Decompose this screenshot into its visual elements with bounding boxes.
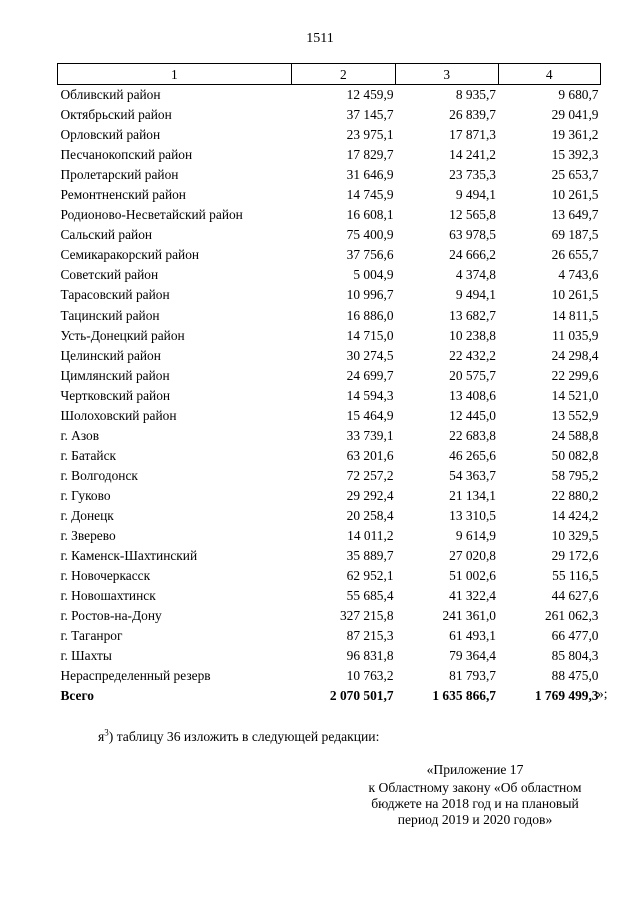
row-label: Всего xyxy=(60,688,94,704)
row-label: Сальский район xyxy=(60,227,153,243)
value-cell-col4: 25 653,7 xyxy=(551,167,599,183)
row-label: г. Таганрог xyxy=(60,628,123,644)
value-cell-col4: 11 035,9 xyxy=(552,327,599,343)
value-cell-col4: 14 521,0 xyxy=(551,387,599,403)
value-cell-col3: 13 408,6 xyxy=(449,387,496,403)
value-cell-col4: 10 261,5 xyxy=(551,187,599,203)
row-label: Советский район xyxy=(60,267,159,283)
instruction-superscript: 3 xyxy=(104,727,109,738)
table-row xyxy=(58,145,601,165)
value-cell-col3: 21 134,1 xyxy=(449,487,496,503)
value-cell-col4: 10 329,5 xyxy=(551,528,599,544)
value-cell-col4: 4 743,6 xyxy=(558,267,599,283)
value-cell-col2: 37 756,6 xyxy=(346,247,394,263)
header-cell-1: 1 xyxy=(58,64,292,85)
value-cell-col2: 14 715,0 xyxy=(346,327,394,343)
value-cell-col3: 9 494,1 xyxy=(455,187,496,203)
value-cell-col4: 66 477,0 xyxy=(551,628,599,644)
value-cell-col2: 23 975,1 xyxy=(346,127,394,143)
table-row xyxy=(58,225,601,245)
header-cell-2: 2 xyxy=(291,64,395,85)
appendix-line: период 2019 и 2020 годов» xyxy=(397,812,553,827)
value-cell-col4: 261 062,3 xyxy=(544,608,599,624)
value-cell-col3: 1 635 866,7 xyxy=(432,688,496,704)
value-cell-col4: 88 475,0 xyxy=(551,668,599,684)
row-label: г. Азов xyxy=(60,427,100,443)
row-label: Родионово-Несветайский район xyxy=(60,207,243,223)
table-row xyxy=(58,606,601,626)
value-cell-col2: 5 004,9 xyxy=(353,267,394,283)
table-row xyxy=(58,426,601,446)
table-row xyxy=(58,566,601,586)
value-cell-col3: 22 432,2 xyxy=(449,347,496,363)
row-label: г. Новочеркасск xyxy=(60,568,151,584)
value-cell-col4: 10 261,5 xyxy=(551,287,599,303)
table-row xyxy=(58,406,601,426)
value-cell-col3: 26 839,7 xyxy=(449,107,496,123)
value-cell-col2: 2 070 501,7 xyxy=(329,688,394,704)
budget-table xyxy=(57,63,601,706)
appendix-heading xyxy=(320,762,630,828)
row-label: Чертковский район xyxy=(60,387,171,403)
row-label: Семикаракорский район xyxy=(60,247,200,263)
value-cell-col4: 85 804,3 xyxy=(551,648,599,664)
table-row xyxy=(58,446,601,466)
value-cell-col3: 54 363,7 xyxy=(449,467,496,483)
value-cell-col4: 69 187,5 xyxy=(551,227,599,243)
table-row xyxy=(58,85,601,106)
table-row xyxy=(58,185,601,205)
value-cell-col2: 75 400,9 xyxy=(346,227,394,243)
row-label: г. Шахты xyxy=(60,648,112,664)
value-cell-col3: 24 666,2 xyxy=(449,247,496,263)
value-cell-col2: 55 685,4 xyxy=(346,588,394,604)
table-row xyxy=(58,346,601,366)
value-cell-col3: 46 265,6 xyxy=(449,447,496,463)
value-cell-col3: 12 565,8 xyxy=(449,207,496,223)
appendix-line: бюджете на 2018 год и на плановый xyxy=(371,796,579,811)
value-cell-col3: 13 310,5 xyxy=(449,507,496,523)
table-row xyxy=(58,165,601,185)
table-row xyxy=(58,466,601,486)
value-cell-col4: 13 649,7 xyxy=(551,207,599,223)
row-label: г. Батайск xyxy=(60,447,117,463)
value-cell-col2: 29 292,4 xyxy=(346,487,394,503)
table-row xyxy=(58,546,601,566)
value-cell-col4: 44 627,6 xyxy=(551,588,599,604)
value-cell-col2: 31 646,9 xyxy=(346,167,394,183)
table-row xyxy=(58,626,601,646)
table-row xyxy=(58,265,601,285)
value-cell-col3: 61 493,1 xyxy=(449,628,496,644)
table-row xyxy=(58,386,601,406)
value-cell-col3: 13 682,7 xyxy=(449,307,496,323)
table-row xyxy=(58,366,601,386)
table-row xyxy=(58,486,601,506)
value-cell-col4: 58 795,2 xyxy=(551,467,599,483)
value-cell-col3: 17 871,3 xyxy=(449,127,496,143)
table-row xyxy=(58,125,601,145)
value-cell-col4: 15 392,3 xyxy=(551,147,599,163)
value-cell-col3: 23 735,3 xyxy=(449,167,496,183)
appendix-line: к Областному закону «Об областном xyxy=(368,780,582,795)
value-cell-col4: 29 041,9 xyxy=(551,107,599,123)
table-row xyxy=(58,205,601,225)
table-row xyxy=(58,105,601,125)
value-cell-col3: 79 364,4 xyxy=(449,648,496,664)
row-label: Цимлянский район xyxy=(60,367,170,383)
row-label: Тарасовский район xyxy=(60,287,170,303)
header-cell-3: 3 xyxy=(396,64,498,85)
value-cell-col4: 22 880,2 xyxy=(551,487,599,503)
value-cell-col4: 24 588,8 xyxy=(551,427,599,443)
row-label: г. Новошахтинск xyxy=(60,588,156,604)
value-cell-col4: 26 655,7 xyxy=(551,247,599,263)
table-row xyxy=(58,285,601,305)
table-row xyxy=(58,666,601,686)
row-label: Октябрьский район xyxy=(60,107,172,123)
value-cell-col2: 63 201,6 xyxy=(346,447,394,463)
value-cell-col4: 50 082,8 xyxy=(551,447,599,463)
value-cell-col2: 327 215,8 xyxy=(339,608,394,624)
value-cell-col2: 20 258,4 xyxy=(346,507,394,523)
row-label: Целинский район xyxy=(60,347,161,363)
row-label: Обливский район xyxy=(60,87,161,102)
row-label: Песчанокопский район xyxy=(60,147,193,163)
value-cell-col4: 1 769 499,3 xyxy=(534,688,599,704)
value-cell-col2: 87 215,3 xyxy=(346,628,394,644)
value-cell-col3: 4 374,8 xyxy=(455,267,496,283)
table-row xyxy=(58,506,601,526)
value-cell-col3: 63 978,5 xyxy=(449,227,496,243)
value-cell-col2: 62 952,1 xyxy=(346,568,394,584)
instruction-text xyxy=(98,729,379,745)
row-label: г. Донецк xyxy=(60,507,114,523)
value-cell-col3: 10 238,8 xyxy=(449,327,496,343)
value-cell-col2: 17 829,7 xyxy=(346,147,394,163)
value-cell-col3: 8 935,7 xyxy=(455,87,496,102)
value-cell-col2: 14 011,2 xyxy=(347,528,394,544)
row-label: Пролетарский район xyxy=(60,167,179,183)
table-row xyxy=(58,646,601,666)
value-cell-col2: 72 257,2 xyxy=(346,467,394,483)
value-cell-col3: 9 614,9 xyxy=(455,528,496,544)
table-row xyxy=(58,526,601,546)
value-cell-col3: 12 445,0 xyxy=(449,407,496,423)
value-cell-col4: 13 552,9 xyxy=(551,407,599,423)
value-cell-col3: 41 322,4 xyxy=(449,588,496,604)
value-cell-col4: 9 680,7 xyxy=(558,87,599,102)
page-number: 1511 xyxy=(306,31,334,46)
table-row xyxy=(58,586,601,606)
value-cell-col3: 9 494,1 xyxy=(455,287,496,303)
value-cell-col2: 24 699,7 xyxy=(346,367,394,383)
row-label: г. Зверево xyxy=(60,528,116,544)
value-cell-col2: 15 464,9 xyxy=(346,407,394,423)
value-cell-col3: 22 683,8 xyxy=(449,427,496,443)
row-label: Ремонтненский район xyxy=(60,187,186,203)
value-cell-col3: 241 361,0 xyxy=(442,608,496,624)
value-cell-col4: 29 172,6 xyxy=(551,548,599,564)
table-row xyxy=(58,306,601,326)
row-label: Тацинский район xyxy=(60,307,160,323)
value-cell-col4: 14 424,2 xyxy=(551,507,599,523)
total-suffix: »; xyxy=(597,686,608,701)
value-cell-col2: 16 886,0 xyxy=(346,307,394,323)
value-cell-col3: 20 575,7 xyxy=(449,367,496,383)
row-label: г. Ростов-на-Дону xyxy=(60,608,162,624)
value-cell-col2: 10 996,7 xyxy=(346,287,394,303)
value-cell-col2: 37 145,7 xyxy=(346,107,394,123)
value-cell-col2: 96 831,8 xyxy=(346,648,394,664)
row-label: г. Гуково xyxy=(60,487,111,503)
value-cell-col4: 22 299,6 xyxy=(551,367,599,383)
row-label: Нераспределенный резерв xyxy=(60,668,211,684)
appendix-title: «Приложение 17 xyxy=(426,762,524,777)
row-label: Орловский район xyxy=(60,127,161,143)
value-cell-col2: 12 459,9 xyxy=(346,87,394,102)
row-label: г. Волгодонск xyxy=(60,467,138,483)
row-label: г. Каменск-Шахтинский xyxy=(60,548,198,564)
table-header-row xyxy=(58,64,601,85)
value-cell-col2: 33 739,1 xyxy=(346,427,394,443)
row-label: Шолоховский район xyxy=(60,407,177,423)
value-cell-col3: 81 793,7 xyxy=(449,668,496,684)
value-cell-col4: 19 361,2 xyxy=(551,127,599,143)
value-cell-col2: 30 274,5 xyxy=(346,347,394,363)
value-cell-col2: 10 763,2 xyxy=(346,668,394,684)
table-row xyxy=(58,245,601,265)
value-cell-col2: 35 889,7 xyxy=(346,548,394,564)
value-cell-col3: 14 241,2 xyxy=(449,147,496,163)
value-cell-col4: 24 298,4 xyxy=(551,347,599,363)
instruction-prefix: я xyxy=(98,729,105,744)
value-cell-col3: 27 020,8 xyxy=(449,548,496,564)
value-cell-col2: 14 594,3 xyxy=(346,387,394,403)
table-row xyxy=(58,326,601,346)
value-cell-col4: 14 811,5 xyxy=(552,307,599,323)
value-cell-col4: 55 116,5 xyxy=(552,568,599,584)
value-cell-col3: 51 002,6 xyxy=(449,568,496,584)
row-label: Усть-Донецкий район xyxy=(60,327,185,343)
value-cell-col2: 14 745,9 xyxy=(346,187,394,203)
header-cell-4: 4 xyxy=(498,64,601,85)
instruction-body: ) таблицу 36 изложить в следующей редакции: xyxy=(108,729,380,744)
value-cell-col2: 16 608,1 xyxy=(346,207,394,223)
total-row xyxy=(58,686,601,706)
